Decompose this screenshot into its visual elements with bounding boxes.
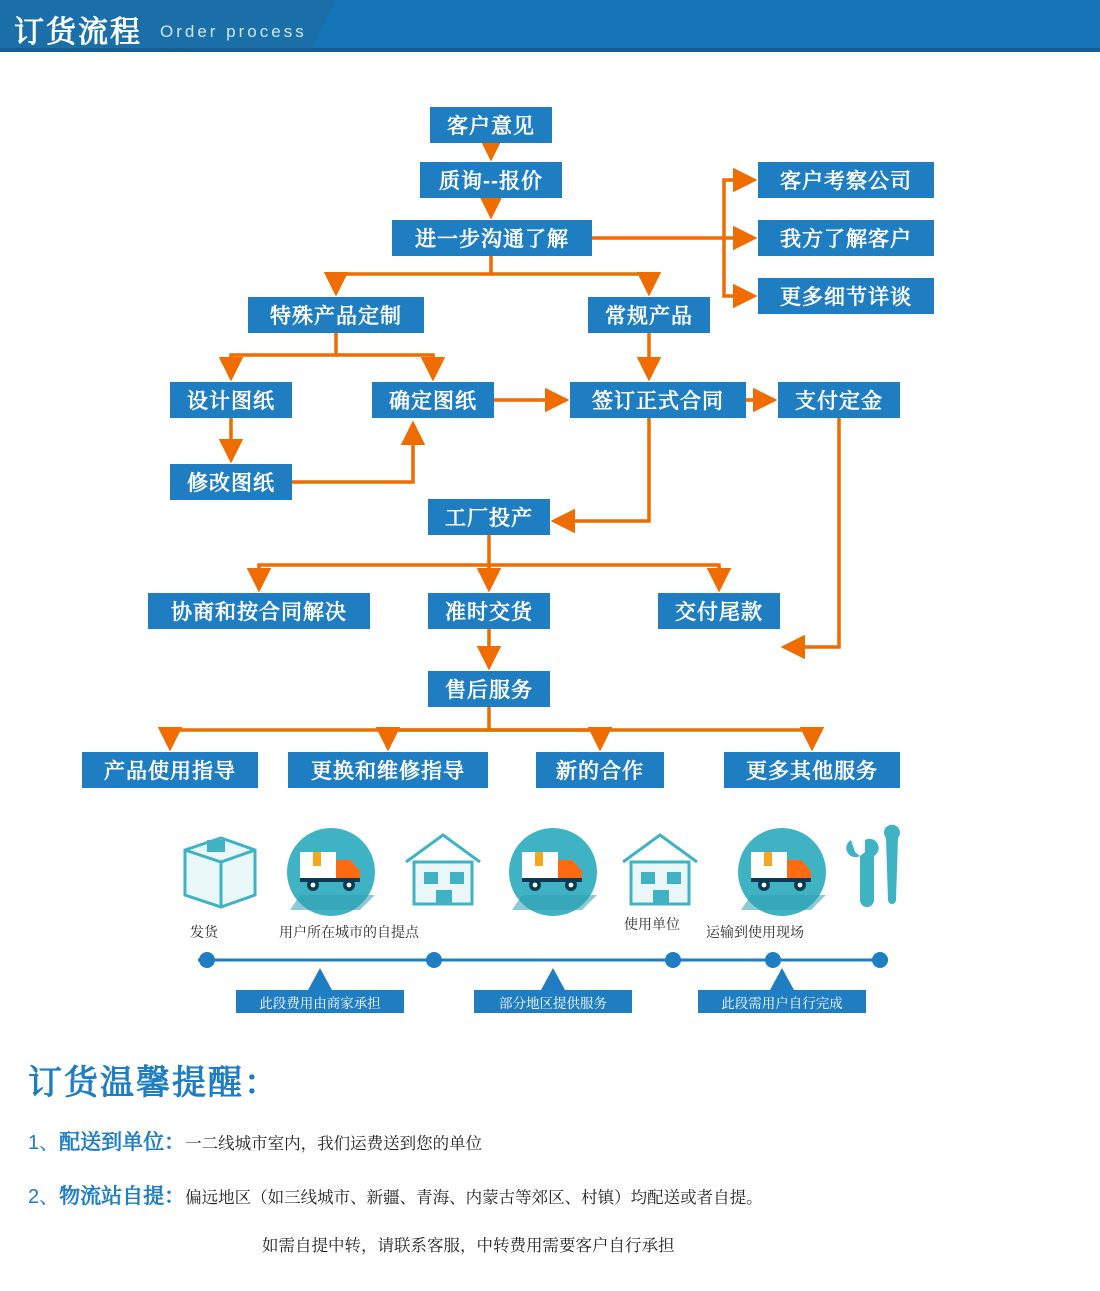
flow-node-n17[interactable]: 交付尾款 <box>658 593 780 629</box>
flow-node-n12[interactable]: 支付定金 <box>778 382 900 418</box>
house-icon-2 <box>623 835 697 904</box>
label-ship: 发货 <box>190 924 218 940</box>
tools-icon <box>846 825 900 907</box>
flow-node-n16[interactable]: 准时交货 <box>428 593 550 629</box>
box-icon <box>185 838 255 907</box>
flow-node-n21[interactable]: 新的合作 <box>536 752 664 788</box>
flow-node-n15[interactable]: 协商和按合同解决 <box>148 593 370 629</box>
flow-node-n5[interactable]: 我方了解客户 <box>758 220 934 256</box>
segment-label-2: 部分地区提供服务 <box>474 990 632 1013</box>
timeline-dot <box>765 952 781 968</box>
timeline-dot <box>426 952 442 968</box>
tip-1-text: 一二线城市室内，我们运费送到您的单位 <box>185 1135 483 1153</box>
timeline-dot <box>199 952 215 968</box>
tips-footnote: 如需自提中转，请联系客服，中转费用需要客户自行承担 <box>262 1237 675 1255</box>
flow-node-n13[interactable]: 修改图纸 <box>170 464 292 500</box>
segment-label-3: 此段需用户自行完成 <box>698 990 866 1013</box>
tip-2-separator: ： <box>164 1185 186 1208</box>
tip-2-text: 偏远地区（如三线城市、新疆、青海、内蒙古等郊区、村镇）均配送或者自提。 <box>185 1189 763 1207</box>
flow-node-n20[interactable]: 更换和维修指导 <box>288 752 488 788</box>
label-use-unit: 使用单位 <box>624 916 680 932</box>
tip-1-separator: ： <box>164 1131 186 1154</box>
segment-label-1: 此段费用由商家承担 <box>236 990 404 1013</box>
flow-node-n11[interactable]: 签订正式合同 <box>570 382 746 418</box>
tip-2-number: 2、 <box>28 1186 60 1208</box>
segment-pointer <box>541 968 565 990</box>
flow-node-n18[interactable]: 售后服务 <box>428 671 550 707</box>
flow-node-n9[interactable]: 设计图纸 <box>170 382 292 418</box>
tip-2-key: 物流站自提 <box>59 1185 165 1208</box>
flow-node-n10[interactable]: 确定图纸 <box>372 382 494 418</box>
segment-pointer <box>770 968 794 990</box>
house-icon <box>406 835 480 904</box>
flow-node-n1[interactable]: 客户意见 <box>430 107 552 143</box>
label-pickup: 用户所在城市的自提点 <box>279 924 419 940</box>
flow-node-n2[interactable]: 质询--报价 <box>420 162 562 198</box>
page-subtitle: Order process <box>160 22 307 41</box>
label-to-site: 运输到使用现场 <box>706 924 804 940</box>
page-title: 订货流程 <box>14 16 142 49</box>
flow-node-n8[interactable]: 常规产品 <box>588 297 710 333</box>
tip-row-1 <box>28 1126 482 1156</box>
tip-row-2 <box>28 1180 763 1210</box>
timeline-dot <box>665 952 681 968</box>
flow-node-n7[interactable]: 特殊产品定制 <box>248 297 424 333</box>
flow-node-n14[interactable]: 工厂投产 <box>428 499 550 535</box>
tip-1-key: 配送到单位 <box>59 1131 165 1154</box>
segment-pointer <box>308 968 332 990</box>
timeline-dot <box>872 952 888 968</box>
tips-title: 订货温馨提醒： <box>28 1064 280 1102</box>
page-header <box>0 0 1100 52</box>
flow-node-n3[interactable]: 进一步沟通了解 <box>392 220 592 256</box>
flow-node-n4[interactable]: 客户考察公司 <box>758 162 934 198</box>
order-tips <box>0 1030 1100 1291</box>
flow-node-n6[interactable]: 更多细节详谈 <box>758 278 934 314</box>
tip-1-number: 1、 <box>28 1132 60 1154</box>
delivery-timeline <box>0 800 1100 1030</box>
order-process-flowchart <box>0 52 1100 802</box>
flow-node-n19[interactable]: 产品使用指导 <box>82 752 258 788</box>
flow-node-n22[interactable]: 更多其他服务 <box>724 752 900 788</box>
